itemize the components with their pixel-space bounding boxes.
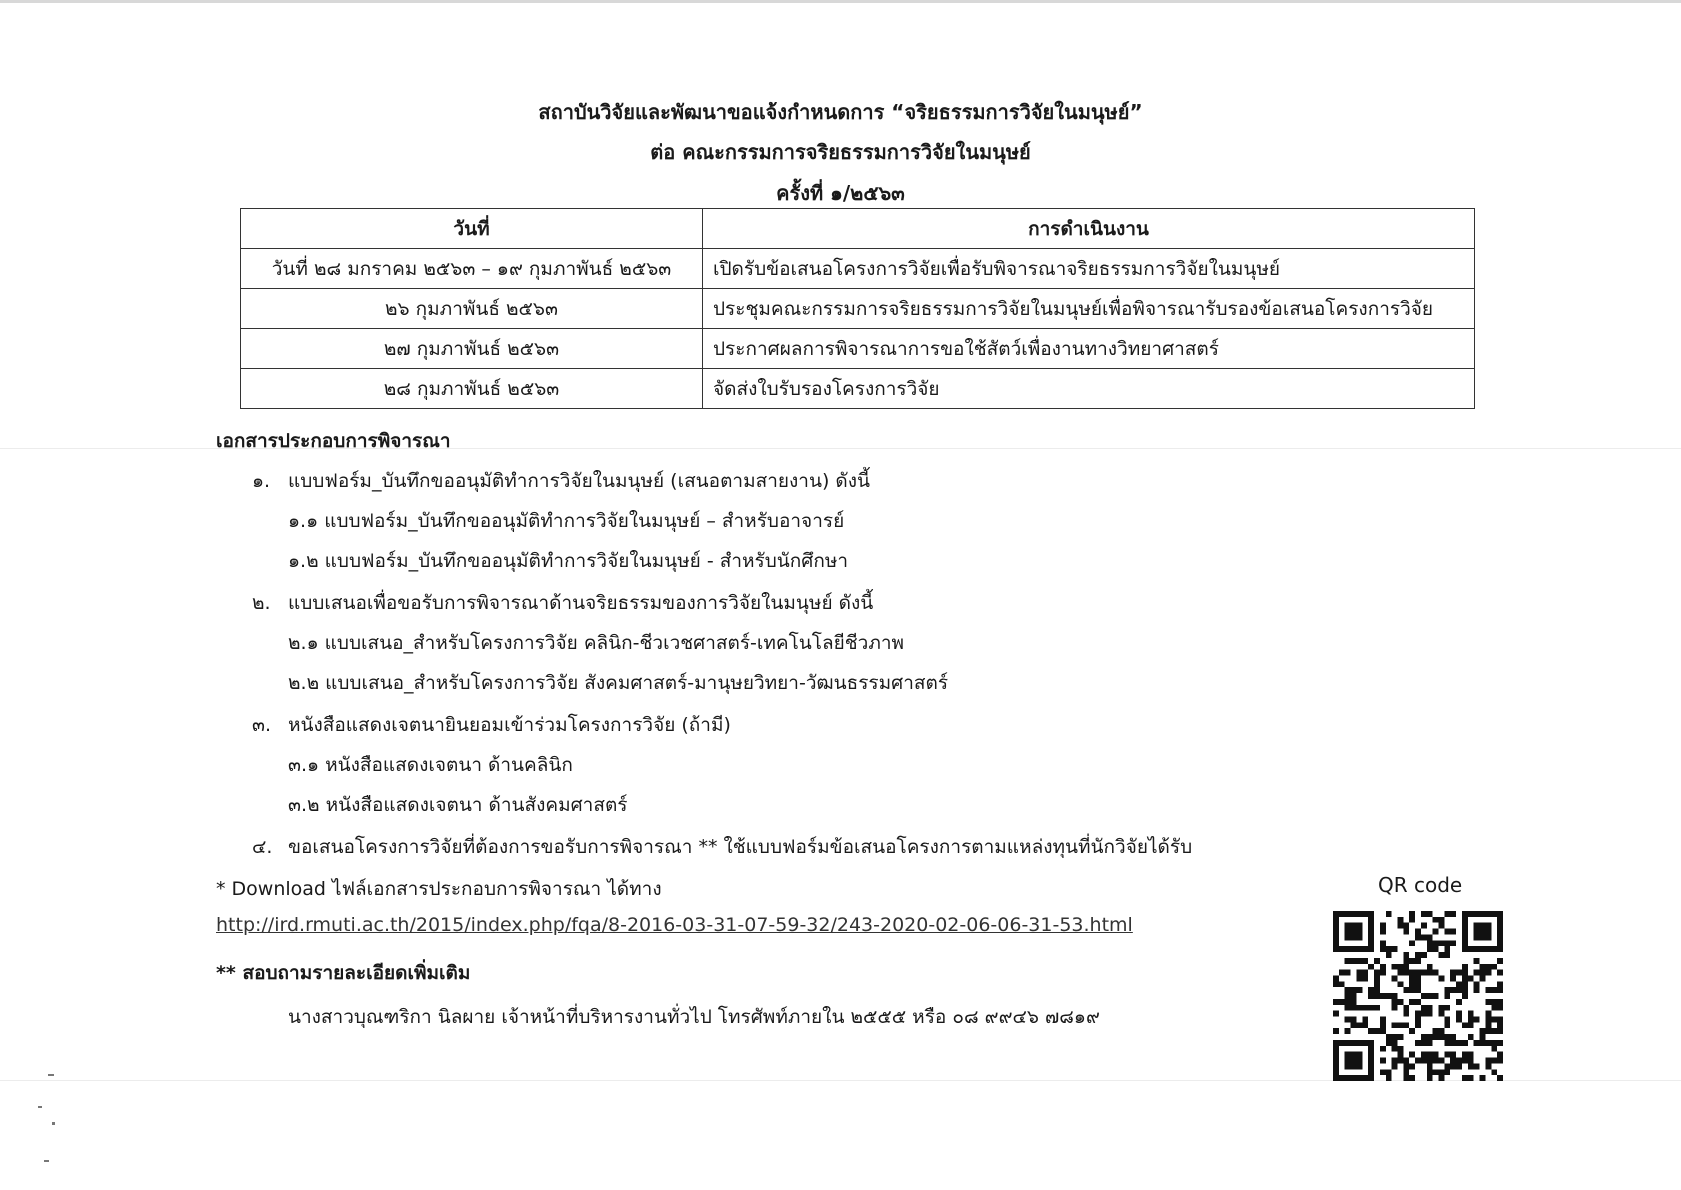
table-row [241,329,1475,369]
list-number: ๓. [252,714,272,736]
list-text: ๒.๑ แบบเสนอ_สำหรับโครงการวิจัย คลินิก-ชีวเวชศาสตร์-เทคโนโลยีชีวภาพ [288,632,905,654]
cell-date: ๒๖ กุมภาพันธ์ ๒๕๖๓ [241,289,703,329]
list-text: แบบฟอร์ม_บันทึกขออนุมัติทำการวิจัยในมนุษย์ (เสนอตามสายงาน) ดังนี้ [288,470,871,492]
list-item [288,750,573,780]
table-row [241,369,1475,409]
list-number: ๒. [252,592,271,614]
cell-action: เปิดรับข้อเสนอโครงการวิจัยเพื่อรับพิจารณาจริยธรรมการวิจัยในมนุษย์ [703,249,1475,289]
header-title: สถาบันวิจัยและพัฒนาขอแจ้งกำหนดการ “จริยธรรมการวิจัยในมนุษย์” [538,100,1143,124]
scan-speck [48,1074,54,1076]
list-item [288,668,948,698]
list-item [252,832,1192,862]
scan-speck [44,1160,49,1162]
table-row [241,289,1475,329]
cell-date: วันที่ ๒๘ มกราคม ๒๕๖๓ – ๑๙ กุมภาพันธ์ ๒๕๖๓ [241,249,703,289]
download-link[interactable]: http://ird.rmuti.ac.th/2015/index.php/fqa/8-2016-03-31-07-59-32/243-2020-02-06-06-31-53.html [216,914,1133,936]
scan-edge-top [0,0,1681,3]
list-number: ๑. [252,470,271,492]
qr-code-icon[interactable] [1333,911,1503,1081]
scan-speck [38,1106,42,1108]
header-subtitle: ต่อ คณะกรรมการจริยธรรมการวิจัยในมนุษย์ [650,140,1031,164]
cell-date: ๒๗ กุมภาพันธ์ ๒๕๖๓ [241,329,703,369]
list-text: ๒.๒ แบบเสนอ_สำหรับโครงการวิจัย สังคมศาสตร์-มานุษยวิทยา-วัฒนธรรมศาสตร์ [288,672,949,694]
list-text: ๑.๑ แบบฟอร์ม_บันทึกขออนุมัติทำการวิจัยในมนุษย์ – สำหรับอาจารย์ [288,510,845,532]
table-row [241,249,1475,289]
qr-code-label: QR code [1378,873,1463,897]
header-session: ครั้งที่ ๑/๒๕๖๓ [776,181,905,205]
list-item [288,790,628,820]
list-text: ๑.๒ แบบฟอร์ม_บันทึกขออนุมัติทำการวิจัยในมนุษย์ - สำหรับนักศึกษา [288,550,849,572]
list-item [252,710,731,740]
qr-code-modules [1333,911,1503,1081]
list-text: ๓.๑ หนังสือแสดงเจตนา ด้านคลินิก [288,754,573,776]
contact-details: นางสาวบุณฑริกา นิลผาย เจ้าหน้าที่บริหารงานทั่วไป โทรศัพท์ภายใน ๒๕๕๕ หรือ ๐๘ ๙๙๔๖ ๗๘๑๙ [288,1006,1100,1028]
list-item [288,506,844,536]
cell-action: ประกาศผลการพิจารณาการขอใช้สัตว์เพื่องานทางวิทยาศาสตร์ [703,329,1475,369]
list-text: ๓.๒ หนังสือแสดงเจตนา ด้านสังคมศาสตร์ [288,794,628,816]
list-text: แบบเสนอเพื่อขอรับการพิจารณาด้านจริยธรรมของการวิจัยในมนุษย์ ดังนี้ [288,592,874,614]
cell-action: จัดส่งใบรับรองโครงการวิจัย [703,369,1475,409]
list-item [252,466,870,496]
column-header-date: วันที่ [241,209,703,249]
column-header-action: การดำเนินงาน [703,209,1475,249]
list-text: ขอเสนอโครงการวิจัยที่ต้องการขอรับการพิจารณา ** ใช้แบบฟอร์มข้อเสนอโครงการตามแหล่งทุนที่นักวิจัยได้รับ [288,836,1193,858]
cell-date: ๒๘ กุมภาพันธ์ ๒๕๖๓ [241,369,703,409]
cell-action: ประชุมคณะกรรมการจริยธรรมการวิจัยในมนุษย์เพื่อพิจารณารับรองข้อเสนอโครงการวิจัย [703,289,1475,329]
list-item [288,628,904,658]
list-number: ๔. [252,836,273,858]
schedule-table [240,208,1475,409]
contact-title: ** สอบถามรายละเอียดเพิ่มเติม [216,962,471,984]
documents-title: เอกสารประกอบการพิจารณา [216,430,451,452]
download-note: * Download ไฟล์เอกสารประกอบการพิจารณา ได้ทาง [216,878,662,900]
table-header-row [241,209,1475,249]
list-text: หนังสือแสดงเจตนายินยอมเข้าร่วมโครงการวิจัย (ถ้ามี) [288,714,731,736]
list-item [288,546,848,576]
scan-speck [52,1122,55,1125]
list-item [252,588,873,618]
